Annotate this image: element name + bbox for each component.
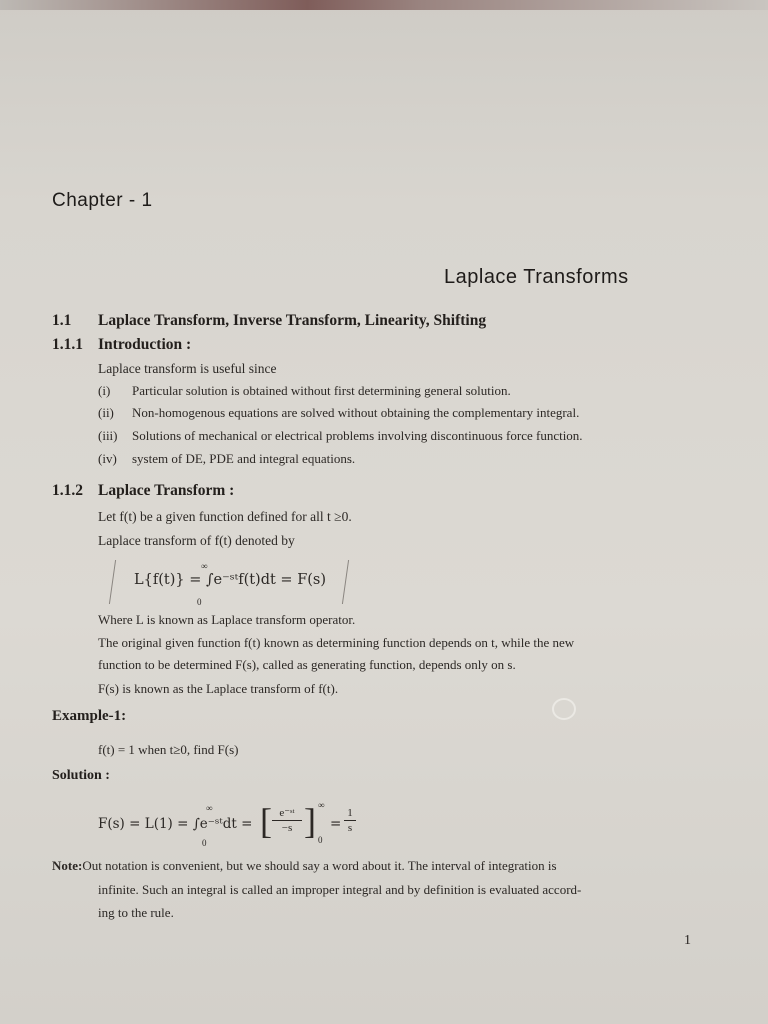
section-1-1-1-heading — [52, 336, 191, 354]
section-number: 1.1 — [52, 312, 72, 329]
paragraph-line: F(s) is known as the Laplace transform of f(t). — [98, 681, 339, 696]
bracket-fraction — [272, 806, 302, 835]
section-number: 1.1.1 — [52, 336, 83, 353]
page-number: 1 — [684, 933, 691, 948]
fraction-numerator: 1 — [347, 807, 353, 819]
bracket-upper-limit: ∞ — [318, 800, 325, 810]
formula-right: e⁻ˢᵗf(t)dt = F(s) — [213, 572, 327, 588]
note-label: Note: — [52, 858, 83, 873]
list-item-text: Solutions of mechanical or electrical problems involving discontinuous force function. — [132, 428, 583, 443]
result-fraction — [344, 806, 356, 835]
integral-upper-limit: ∞ — [206, 803, 213, 813]
fraction-denominator: s — [347, 822, 353, 834]
section-title: Introduction : — [98, 336, 192, 353]
chapter-heading: Chapter - 1 — [52, 190, 153, 211]
list-marker: (ii) — [98, 405, 114, 420]
list-item — [98, 426, 583, 446]
equals-sign: = — [330, 816, 342, 832]
fraction-numerator: e⁻ˢᵗ — [279, 807, 295, 819]
intro-lead: Laplace transform is useful since — [98, 361, 277, 376]
bracket-lower-limit: 0 — [318, 835, 323, 845]
integral-lower-limit: 0 — [202, 838, 207, 848]
example-label: Example-1: — [52, 708, 127, 724]
list-marker: (iv) — [98, 451, 117, 466]
section-number: 1.1.2 — [52, 482, 83, 499]
paper-stain — [552, 698, 576, 720]
integral-lower-limit: 0 — [197, 597, 202, 607]
section-1-1-2-heading — [52, 482, 234, 500]
section-title: Laplace Transform : — [98, 482, 235, 499]
laplace-definition-formula — [134, 572, 326, 588]
list-item-text: Particular solution is obtained without first determining general solution. — [132, 383, 511, 398]
formula-left: L{f(t)} = ∫ — [134, 572, 214, 588]
list-item — [98, 381, 511, 401]
paragraph-line: Where L is known as Laplace transform operator. — [98, 612, 356, 627]
note-text: Out notation is convenient, but we should say a word about it. The interval of integration is — [82, 858, 557, 873]
list-marker: (i) — [98, 383, 111, 398]
section-1-1-heading — [52, 312, 486, 330]
fraction-denominator: −s — [281, 822, 293, 834]
page-top-edge — [0, 0, 768, 10]
list-item-text: Non-homogenous equations are solved without obtaining the complementary integral. — [132, 405, 580, 420]
left-bracket: [ — [260, 801, 272, 841]
paragraph-line: The original given function f(t) known as determining function depends on t, while the new — [98, 635, 575, 650]
list-item — [98, 403, 579, 423]
note-line: infinite. Such an integral is called an improper integral and by definition is evaluated accord- — [98, 882, 582, 897]
note-line: ing to the rule. — [98, 905, 174, 920]
list-item-text: system of DE, PDE and integral equations. — [132, 451, 356, 466]
note-line — [52, 856, 557, 876]
list-marker: (iii) — [98, 428, 118, 443]
chapter-title: Laplace Transforms — [444, 266, 629, 288]
section-title: Laplace Transform, Inverse Transform, Linearity, Shifting — [98, 312, 487, 329]
definition-line: Laplace transform of f(t) denoted by — [98, 533, 295, 548]
right-bracket: ] — [304, 801, 316, 841]
solution-formula — [98, 816, 252, 832]
definition-line: Let f(t) be a given function defined for all t ≥0. — [98, 509, 352, 524]
example-text: f(t) = 1 when t≥0, find F(s) — [98, 742, 239, 757]
list-item — [98, 449, 355, 469]
solution-label: Solution : — [52, 768, 110, 783]
paragraph-line: function to be determined F(s), called as generating function, depends only on s. — [98, 657, 516, 672]
integral-upper-limit: ∞ — [201, 561, 208, 571]
formula-lhs: F(s) = L(1) = ∫ — [98, 816, 200, 832]
formula-integrand: e⁻ˢᵗdt = — [199, 816, 253, 832]
